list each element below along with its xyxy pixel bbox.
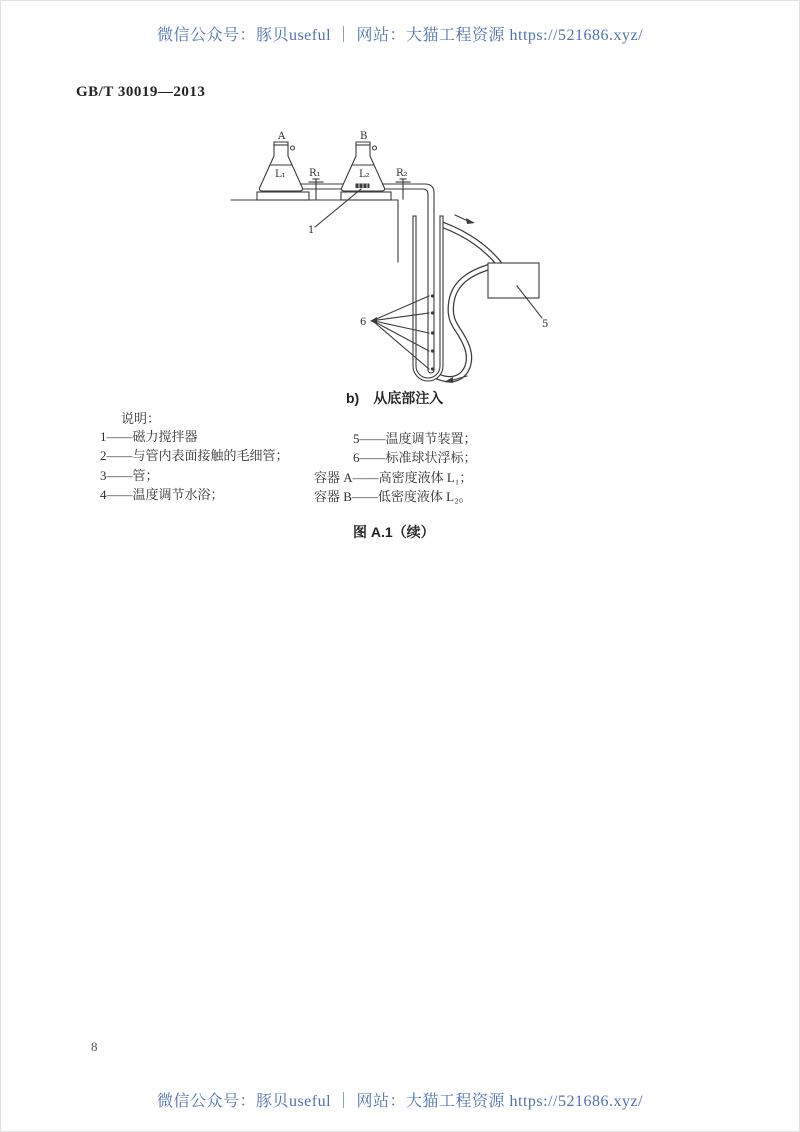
legend-left-column <box>100 427 289 504</box>
legend-item-3: 3——管； <box>100 467 159 483</box>
legend-title: 说明： <box>121 411 161 426</box>
bench-edge <box>231 200 398 262</box>
flask-b <box>341 142 384 191</box>
callout-line-1 <box>315 189 361 227</box>
flask-a-side-port <box>291 146 295 150</box>
page-number: 8 <box>91 1039 98 1054</box>
label-valve-r1: R₁ <box>309 168 321 179</box>
legend-item-container-b: 容器 B——低密度液体 L₂。 <box>314 488 472 504</box>
apparatus-diagram <box>229 129 559 409</box>
flask-a <box>259 142 302 191</box>
label-flask-a: A <box>278 131 286 142</box>
legend-item-2: 2——与管内表面接触的毛细管； <box>100 448 289 464</box>
label-callout-6: 6 <box>360 317 367 328</box>
watermark-top: 微信公众号：豚贝useful ｜ 网站：大猫工程资源 https://521686.xyz/ <box>156 27 644 44</box>
flask-a-platform <box>257 192 309 200</box>
label-callout-5: 5 <box>542 319 549 330</box>
legend-item-5: 5——温度调节装置； <box>353 431 477 446</box>
standard-number: GB/T 30019—2013 <box>76 84 206 100</box>
tube-a-to-b <box>301 184 343 189</box>
label-callout-1: 1 <box>308 225 315 236</box>
legend-item-6: 6——标准球状浮标； <box>353 450 477 466</box>
label-liquid-2: L₂ <box>359 169 370 180</box>
label-liquid-1: L₁ <box>275 169 286 180</box>
watermark-bottom: 微信公众号：豚贝useful ｜ 网站：大猫工程资源 https://521686.xyz/ <box>156 1093 644 1110</box>
legend-right-column <box>314 429 477 506</box>
flask-b-side-port <box>373 146 377 150</box>
legend-item-1: 1——磁力搅拌器 <box>100 429 198 444</box>
supply-hose <box>443 225 500 265</box>
label-flask-b: B <box>360 131 368 142</box>
legend-item-container-a: 容器 A——高密度液体 L₁； <box>314 469 473 485</box>
flow-arrow-top <box>455 215 475 224</box>
diagram-sub-caption: b) 从底部注入 <box>346 390 444 406</box>
legend-item-4: 4——温度调节水浴； <box>100 486 224 502</box>
temperature-device-box <box>488 263 539 298</box>
figure-caption: 图 A.1（续） <box>353 524 435 540</box>
label-valve-r2: R₂ <box>396 168 408 179</box>
